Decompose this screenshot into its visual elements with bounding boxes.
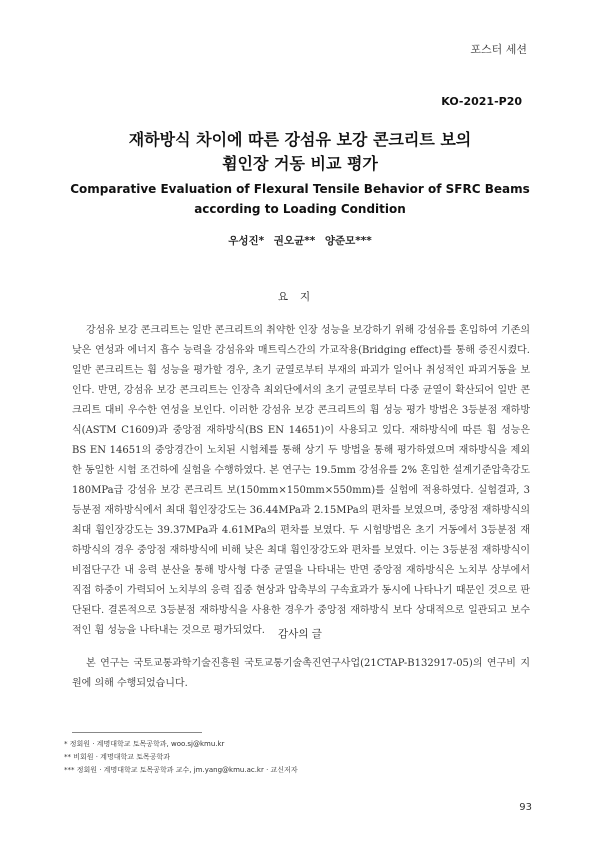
footnote-3: *** 정회원 · 계명대학교 토목공학과 교수, jm.yang@kmu.ac.kr · 교신저자	[64, 766, 298, 774]
acknowledgement-body: 본 연구는 국토교통과학기술진흥원 국토교통기술촉진연구사업(21CTAP-B132917-05)의 연구비 지원에 의해 수행되었습니다.	[72, 658, 530, 689]
author-list: 우성진* 권오균** 양준모***	[228, 235, 372, 247]
english-title	[0, 179, 600, 219]
footnote-divider	[72, 732, 202, 733]
footnote-2: ** 비회원 · 계명대학교 토목공학과	[64, 753, 171, 761]
acknowledgement-heading: 감사의 글	[278, 628, 322, 640]
abstract-heading: 요지	[277, 291, 323, 303]
korean-title	[0, 128, 600, 176]
korean-title-line-2: 휨인장 거동 비교 평가	[222, 154, 378, 173]
english-title-line-2: according to Loading Condition	[194, 202, 406, 216]
footnotes	[64, 738, 534, 777]
abstract-body: 강섬유 보강 콘크리트는 일반 콘크리트의 취약한 인장 성능을 보강하기 위해 강섬유를 혼입하여 기존의 낮은 연성과 에너지 흡수 능력을 강섬유와 매트릭스간의 가교작용(Bridging effect)를 통해 증진시켰다. 일반 콘크리트는 휨 성능을 평가할 경우, 초기 균열로부터 부재의 파괴가 일어나 취성적인 파괴거동을 보인다. 반면, 강섬유 보강 콘크리트는 인장측 최외단에서의 초기 균열로부터 다중 균열이 확산되어 일반 콘크리트 대비 우수한 연성을 보인다. 이러한 강섬유 보강 콘크리트의 휨 성능 평가 방법은 3등분점 재하방식(ASTM C1609)과 중앙점 재하방식(BS EN 14651)이 사용되고 있다. 재하방식에 따른 휨 성능은 BS EN 14651의 중앙경간이 노치된 시험체를 통해 상기 두 방법을 통해 평가하였으며 재하방식을 제외한 동일한 시험 조건하에 실험을 수행하였다. 본 연구는 19.5mm 강섬유를 2% 혼입한 설계기준압축강도 180MPa급 강섬유 보강 콘크리트 보(150mm×150mm×550mm)를 실험에 적용하였다. 실험결과, 3등분점 재하방식에서 최대 휨인장강도는 36.44MPa과 2.15MPa의 편차를 보였으며, 중앙점 재하방식의 최대 휨인장강도는 39.37MPa과 4.61MPa의 편차를 보였다. 두 시험방법은 초기 거동에서 3등분점 재하방식의 경우 중앙점 재하방식에 비해 낮은 최대 휨인장강도와 편차를 보였다. 이는 3등분점 재하방식이 비접단구간 내 응력 분산을 통해 방사형 다중 균열을 나타내는 반면 중앙점 재하방식은 노치부 상부에서 직접 하중이 가력되어 노치부의 응력 집중 현상과 압축부의 구속효과가 동시에 나타나기 때문인 것으로 판단된다. 결론적으로 3등분점 재하방식을 사용한 경우가 중앙점 재하방식 보다 상대적으로 일관되고 보수적인 휨 성능을 나타내는 것으로 평가되었다.	[72, 325, 530, 636]
footnote-1: * 정회원 · 계명대학교 토목공학과, woo.sj@kmu.kr	[64, 740, 225, 748]
korean-title-line-1: 재하방식 차이에 따른 강섬유 보강 콘크리트 보의	[128, 130, 472, 149]
section-label: 포스터 세션	[470, 43, 527, 56]
page-number: 93	[519, 802, 532, 813]
paper-code: KO-2021-P20	[441, 95, 522, 108]
english-title-line-1: Comparative Evaluation of Flexural Tensile Behavior of SFRC Beams	[70, 182, 530, 196]
